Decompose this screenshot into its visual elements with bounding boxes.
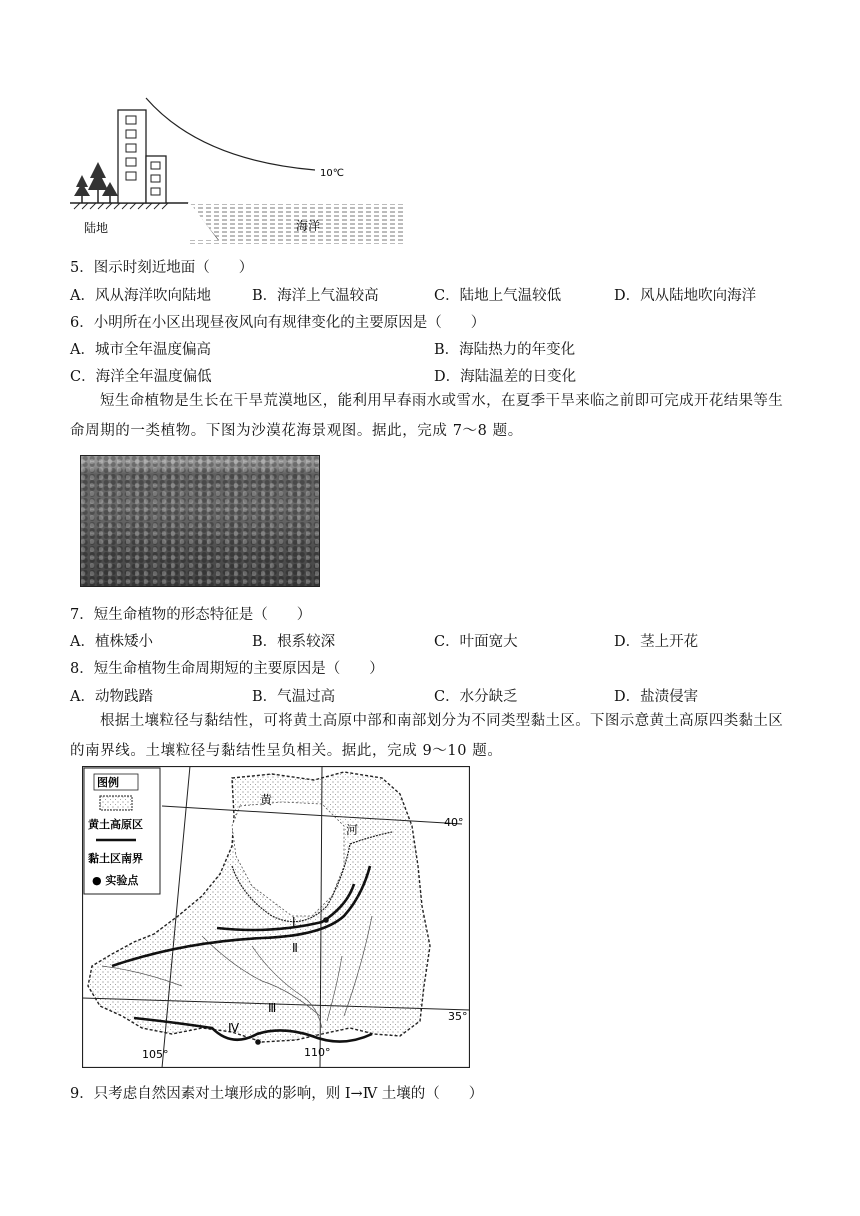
q5-option-c: C．陆地上气温较低 bbox=[434, 288, 562, 304]
legend-boundary: 黏土区南界 bbox=[88, 852, 143, 865]
intro-9-10-line1: 根据土壤粒径与黏结性，可将黄土高原中部和南部划分为不同类型黏土区。下图示意黄土高原四类黏土区 bbox=[100, 713, 784, 729]
intro-7-8-line1: 短生命植物是生长在干旱荒漠地区，能利用早春雨水或雪水，在夏季干旱来临之前即可完成开花结果等生 bbox=[100, 393, 784, 409]
land-sea-diagram bbox=[70, 90, 410, 250]
q6-option-d: D．海陆温差的日变化 bbox=[434, 369, 577, 385]
q7-option-c: C．叶面宽大 bbox=[434, 634, 518, 650]
river-label-huang: 黄 bbox=[260, 793, 273, 807]
q5-option-d: D．风从陆地吹向海洋 bbox=[614, 288, 757, 304]
lon-110-label: 110° bbox=[304, 1046, 331, 1059]
river-label-he: 河 bbox=[346, 823, 359, 837]
q7-option-d: D．茎上开花 bbox=[614, 634, 699, 650]
intro-7-8-line2: 命周期的一类植物。下图为沙漠花海景观图。据此，完成 7～8 题。 bbox=[70, 423, 523, 439]
q8-option-c: C．水分缺乏 bbox=[434, 689, 518, 705]
question-9-stem: 9．只考虑自然因素对土壤形成的影响，则 Ⅰ→Ⅳ 土壤的（ ） bbox=[70, 1086, 484, 1102]
lat-35-label: 35° bbox=[448, 1010, 468, 1023]
intro-9-10-line2: 的南界线。土壤粒径与黏结性呈负相关。据此，完成 9～10 题。 bbox=[70, 743, 503, 759]
zone-ii-label: Ⅱ bbox=[292, 941, 298, 955]
q8-option-a: A．动物践踏 bbox=[70, 689, 153, 705]
question-8-stem: 8．短生命植物生命周期短的主要原因是（ ） bbox=[70, 661, 384, 677]
q8-option-d: D．盐渍侵害 bbox=[614, 689, 699, 705]
q7-option-a: A．植株矮小 bbox=[70, 634, 153, 650]
loess-plateau-map bbox=[82, 766, 470, 1068]
isotherm-curve bbox=[146, 98, 315, 170]
q8-option-b: B．气温过高 bbox=[252, 689, 336, 705]
isotherm-label: 10℃ bbox=[320, 168, 344, 179]
legend-plateau: 黄土高原区 bbox=[88, 818, 143, 831]
question-6-stem: 6．小明所在小区出现昼夜风向有规律变化的主要原因是（ ） bbox=[70, 315, 486, 331]
q5-option-a: A．风从海洋吹向陆地 bbox=[70, 288, 211, 304]
question-7-stem: 7．短生命植物的形态特征是（ ） bbox=[70, 607, 312, 623]
desert-flower-photo bbox=[80, 455, 320, 587]
legend-title: 图例 bbox=[97, 776, 119, 789]
intro-7-8 bbox=[70, 386, 790, 446]
q6-option-b: B．海陆热力的年变化 bbox=[434, 342, 576, 358]
question-5-stem: 5．图示时刻近地面（ ） bbox=[70, 260, 254, 276]
sea-label: 海洋 bbox=[296, 219, 321, 233]
zone-i-label: Ⅰ bbox=[292, 915, 296, 929]
legend-point: ● 实验点 bbox=[92, 874, 139, 887]
q7-option-b: B．根系较深 bbox=[252, 634, 336, 650]
lat-40-label: 40° bbox=[444, 816, 464, 829]
zone-iv-label: Ⅳ bbox=[228, 1021, 240, 1035]
land-label: 陆地 bbox=[84, 221, 109, 235]
lon-105-label: 105° bbox=[142, 1048, 169, 1061]
q5-option-b: B．海洋上气温较高 bbox=[252, 288, 379, 304]
experiment-point-2 bbox=[255, 1039, 261, 1045]
intro-9-10 bbox=[70, 706, 790, 766]
experiment-point-1 bbox=[323, 917, 329, 923]
zone-iii-label: Ⅲ bbox=[268, 1001, 277, 1015]
q6-option-c: C．海洋全年温度偏低 bbox=[70, 369, 212, 385]
q6-option-a: A．城市全年温度偏高 bbox=[70, 342, 211, 358]
